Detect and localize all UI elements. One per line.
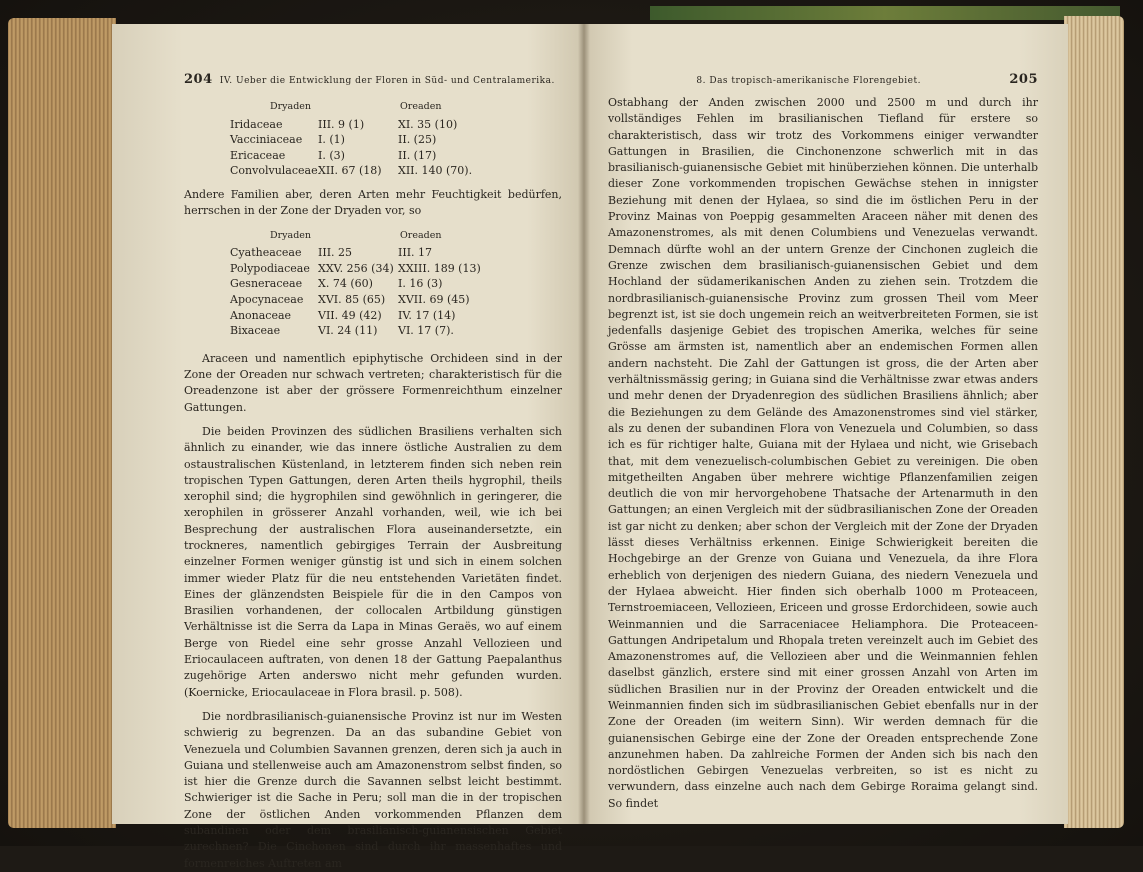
oreaden-value: XI. 35 (10) xyxy=(398,117,458,131)
family-name: Iridaceae xyxy=(230,117,283,131)
right-running-title: 8. Das tropisch-amerikanische Florengebiet. xyxy=(696,76,921,86)
family-table-2 xyxy=(230,228,490,339)
book-cover-edge xyxy=(650,6,1120,20)
oreaden-value: II. (17) xyxy=(398,148,437,162)
family-name: Vacciniaceae xyxy=(230,133,303,147)
dryaden-value: VI. 24 (11) xyxy=(318,324,378,338)
dryaden-value: XII. 67 (18) xyxy=(318,164,382,178)
right-running-head xyxy=(608,72,1038,87)
family-name: Convolvulaceae xyxy=(230,164,318,178)
right-page xyxy=(584,24,1068,824)
dryaden-value: VII. 49 (42) xyxy=(318,308,382,322)
table2-col-oreaden: Oreaden xyxy=(400,229,442,241)
left-running-head xyxy=(184,72,562,87)
table2-header xyxy=(230,228,490,244)
book-gutter xyxy=(578,24,590,824)
family-name: Apocynaceae xyxy=(230,292,304,306)
dryaden-value: X. 74 (60) xyxy=(318,277,373,291)
dryaden-value: I. (1) xyxy=(318,133,345,147)
table-row xyxy=(230,132,490,148)
paragraph: Andere Familien aber, deren Arten mehr Feuchtigkeit bedürfen, herrschen in der Zone der Dryaden vor, so xyxy=(184,187,562,218)
table1-col-dryaden: Dryaden xyxy=(270,101,312,112)
family-name: Cyatheaceae xyxy=(230,246,302,260)
oreaden-value: VI. 17 (7). xyxy=(398,324,454,338)
left-page-stack xyxy=(8,18,116,828)
oreaden-value: I. 16 (3) xyxy=(398,277,443,291)
family-name: Ericaceae xyxy=(230,148,286,162)
left-running-title: IV. Ueber die Entwicklung der Floren in Süd- und Centralamerika. xyxy=(219,76,555,86)
table-row xyxy=(230,261,490,277)
table-row xyxy=(230,308,490,324)
table-row xyxy=(230,292,490,308)
dryaden-value: III. 9 (1) xyxy=(318,117,365,131)
family-name: Gesneraceae xyxy=(230,277,303,291)
table1-header xyxy=(230,99,490,115)
table-row xyxy=(230,163,490,179)
table-row xyxy=(230,276,490,292)
paragraph: Ostabhang der Anden zwischen 2000 und 2500 m und durch ihr vollständiges Fehlen im brasilianischen Tiefland für erstere so charakteristisch, dass wir trotz des Vorkommens einiger verwandter Gattungen in Brasilien, die Cinchonenzone schwerlich mit in das brasilianisch-guianensische Gebiet mit hinüberziehen können. Die unterhalb dieser Zone vorkommenden tropischen Gewächse stehen in innigster Beziehung mit denen der Hylaea, so sind die im östlichen Peru in der Provinz Mainas von Poeppig gesammelten Araceen näher mit denen des Amazonenstromes, als mit denen Columbiens und Venezuelas verwandt. Demnach dürfte wohl an der untern Grenze der Cinchonen zugleich die Grenze zwischen dem brasilianisch-guianensischen Gebiet und dem Hochland der südamerikanischen Anden zu ziehen sein. Trotzdem die nordbrasilianisch-guianensische Provinz zum grossen Theil vom Meer begrenzt ist, ist sie doch ungemein reich an weitverbreiteten Formen, sie ist jedenfalls dasjenige Gebiet des tropischen Amerika, welches für seine Grösse am ärmsten ist, namentlich aber an endemischen Formen allen andern nachsteht. Die Zahl der Gattungen ist gross, die der Arten aber verhältnissmässig gering; in Guiana sind die Verhältnisse zwar etwas anders und mehr denen der Dryadenregion des südlichen Brasiliens ähnlich; aber die Beziehungen zu dem Gelände des Amazonenstromes sind viel stärker, als zu denen der subandinen Flora von Venezuela und Columbien, so dass ich es für richtiger halte, Guiana mit der Hylaea und nicht, wie Grisebach that, mit dem venezuelisch-columbischen Gebiet zu vereinigen. Die oben mitgetheilten Angaben über mehrere wichtige Pflanzenfamilien zeigen deutlich die von mir hervorgehobene Thatsache der Artenarmuth in den Gattungen; an einen Vergleich mit der südbrasilianischen Zone der Oreaden ist gar nicht zu denken; aber schon der Vergleich mit der Zone der Dryaden lässt dieses Verhältniss erkennen. Einige Schwierigkeit bereiten die Hochgebirge an der Grenze von Guiana und Venezuela, da ihre Flora erheblich von derjenigen des niedern Guiana, des niedern Venezuela und der Hylaea abweicht. Hier finden sich oberhalb 1000 m Proteaceen, Ternstroemiaceen, Vellozieen, Ericeen und grosse Erdorchideen, sowie auch Weinmannien und die Sarraceniacee Heliamphora. Die Proteaceen-Gattungen Andripetalum und Rhopala treten vereinzelt auch im Gebiet des Amazonenstromes auf, die Vellozieen aber und die Weinmannien fehlen daselbst gänzlich, erstere sind mit einer grossen Anzahl von Arten im südlichen Brasilien nur in der Provinz der Oreaden entwickelt und die Weinmannien finden sich im südbrasilianischen Gebiet ebenfalls nur in der Zone der Oreaden (im weitern Sinn). Wir werden demnach für die guianensischen Gebirge eine der Zone der Oreaden entsprechende Zone anzunehmen haben. Da zahlreiche Formen der Anden sich bis nach den nordöstlichen Gebirgen Venezuelas verbreiten, so ist es nicht zu verwundern, dass einzelne auch nach dem Gebirge Roraima gelangt sind. So findet xyxy=(608,96,1038,810)
family-name: Anonaceae xyxy=(230,308,292,322)
right-page-stack xyxy=(1064,16,1124,828)
oreaden-value: XVII. 69 (45) xyxy=(398,292,470,306)
table-row xyxy=(230,148,490,164)
oreaden-value: III. 17 xyxy=(398,246,433,260)
family-name: Polypodiaceae xyxy=(230,261,310,275)
paragraph: Araceen und namentlich epiphytische Orchideen sind in der Zone der Oreaden nur schwach vertreten; charakteristisch für die Oreadenzone ist aber der grössere Formenreichthum einzelner Gattungen. xyxy=(184,351,562,414)
oreaden-value: IV. 17 (14) xyxy=(398,308,456,322)
paragraph: Die nordbrasilianisch-guianensische Provinz ist nur im Westen schwierig zu begrenzen. Da an das subandine Gebiet von Venezuela und Columbien Savannen grenzen, deren sich ja auch in Guiana und stellenweise auch am Amazonenstrom selbst finden, so ist hier die Grenze durch die Savannen selbst leicht bestimmt. Schwieriger ist die Sache in Peru; soll man die in der tropischen Zone der östlichen Anden vorkommenden Pflanzen dem subandinen oder dem brasilianisch-guianensischen Gebiet zurechnen? Die Cinchonen sind durch ihr massenhaftes und formenreiches Auftreten am xyxy=(184,709,562,870)
dryaden-value: III. 25 xyxy=(318,246,353,260)
dryaden-value: XVI. 85 (65) xyxy=(318,292,386,306)
table2-col-dryaden: Dryaden xyxy=(270,229,312,241)
dryaden-value: XXV. 256 (34) xyxy=(318,261,394,275)
table-row xyxy=(230,245,490,261)
paragraph: Die beiden Provinzen des südlichen Brasiliens verhalten sich ähnlich zu einander, wie das innere östliche Australien zu dem ostaustralischen Küstenland, in letzterem finden sich neben rein tropischen Typen Gattungen, deren Arten theils hygrophil, theils xerophil sind; die hygrophilen sind gewöhnlich in geringerer, die xerophilen in grösserer Anzahl vorhanden, weil, wie ich bei Besprechung der australischen Flora auseinandersetzte, ein trockneres, namentlich gebirgiges Terrain der Ausbreitung einzelner Formen weniger günstig ist und sich in einem solchen immer wieder Platz für die neu entstehenden Varietäten findet. Eines der glänzendsten Beispiele für die in den Campos von Brasilien vorhandenen, der collocalen Artbildung günstigen Verhältnisse ist die Serra da Lapa in Minas Geraës, wo auf einem Berge von Riedel eine sehr grosse Anzahl Vellozieen und Eriocaulaceen auftraten, von denen 18 der Gattung Paepalanthus zugehörige Arten anderswo nicht mehr gefunden wurden. (Koernicke, Eriocaulaceae in Flora brasil. p. 508). xyxy=(184,424,562,699)
family-table-1 xyxy=(230,99,490,179)
left-page xyxy=(112,24,584,870)
table1-col-oreaden: Oreaden xyxy=(400,101,442,112)
dryaden-value: I. (3) xyxy=(318,148,345,162)
table-row xyxy=(230,117,490,133)
family-name: Bixaceae xyxy=(230,324,281,338)
oreaden-value: XXIII. 189 (13) xyxy=(398,261,481,275)
oreaden-value: II. (25) xyxy=(398,133,437,147)
right-page-number: 205 xyxy=(1009,72,1038,87)
table-row xyxy=(230,323,490,339)
oreaden-value: XII. 140 (70). xyxy=(398,164,473,178)
left-page-number: 204 xyxy=(184,72,213,87)
